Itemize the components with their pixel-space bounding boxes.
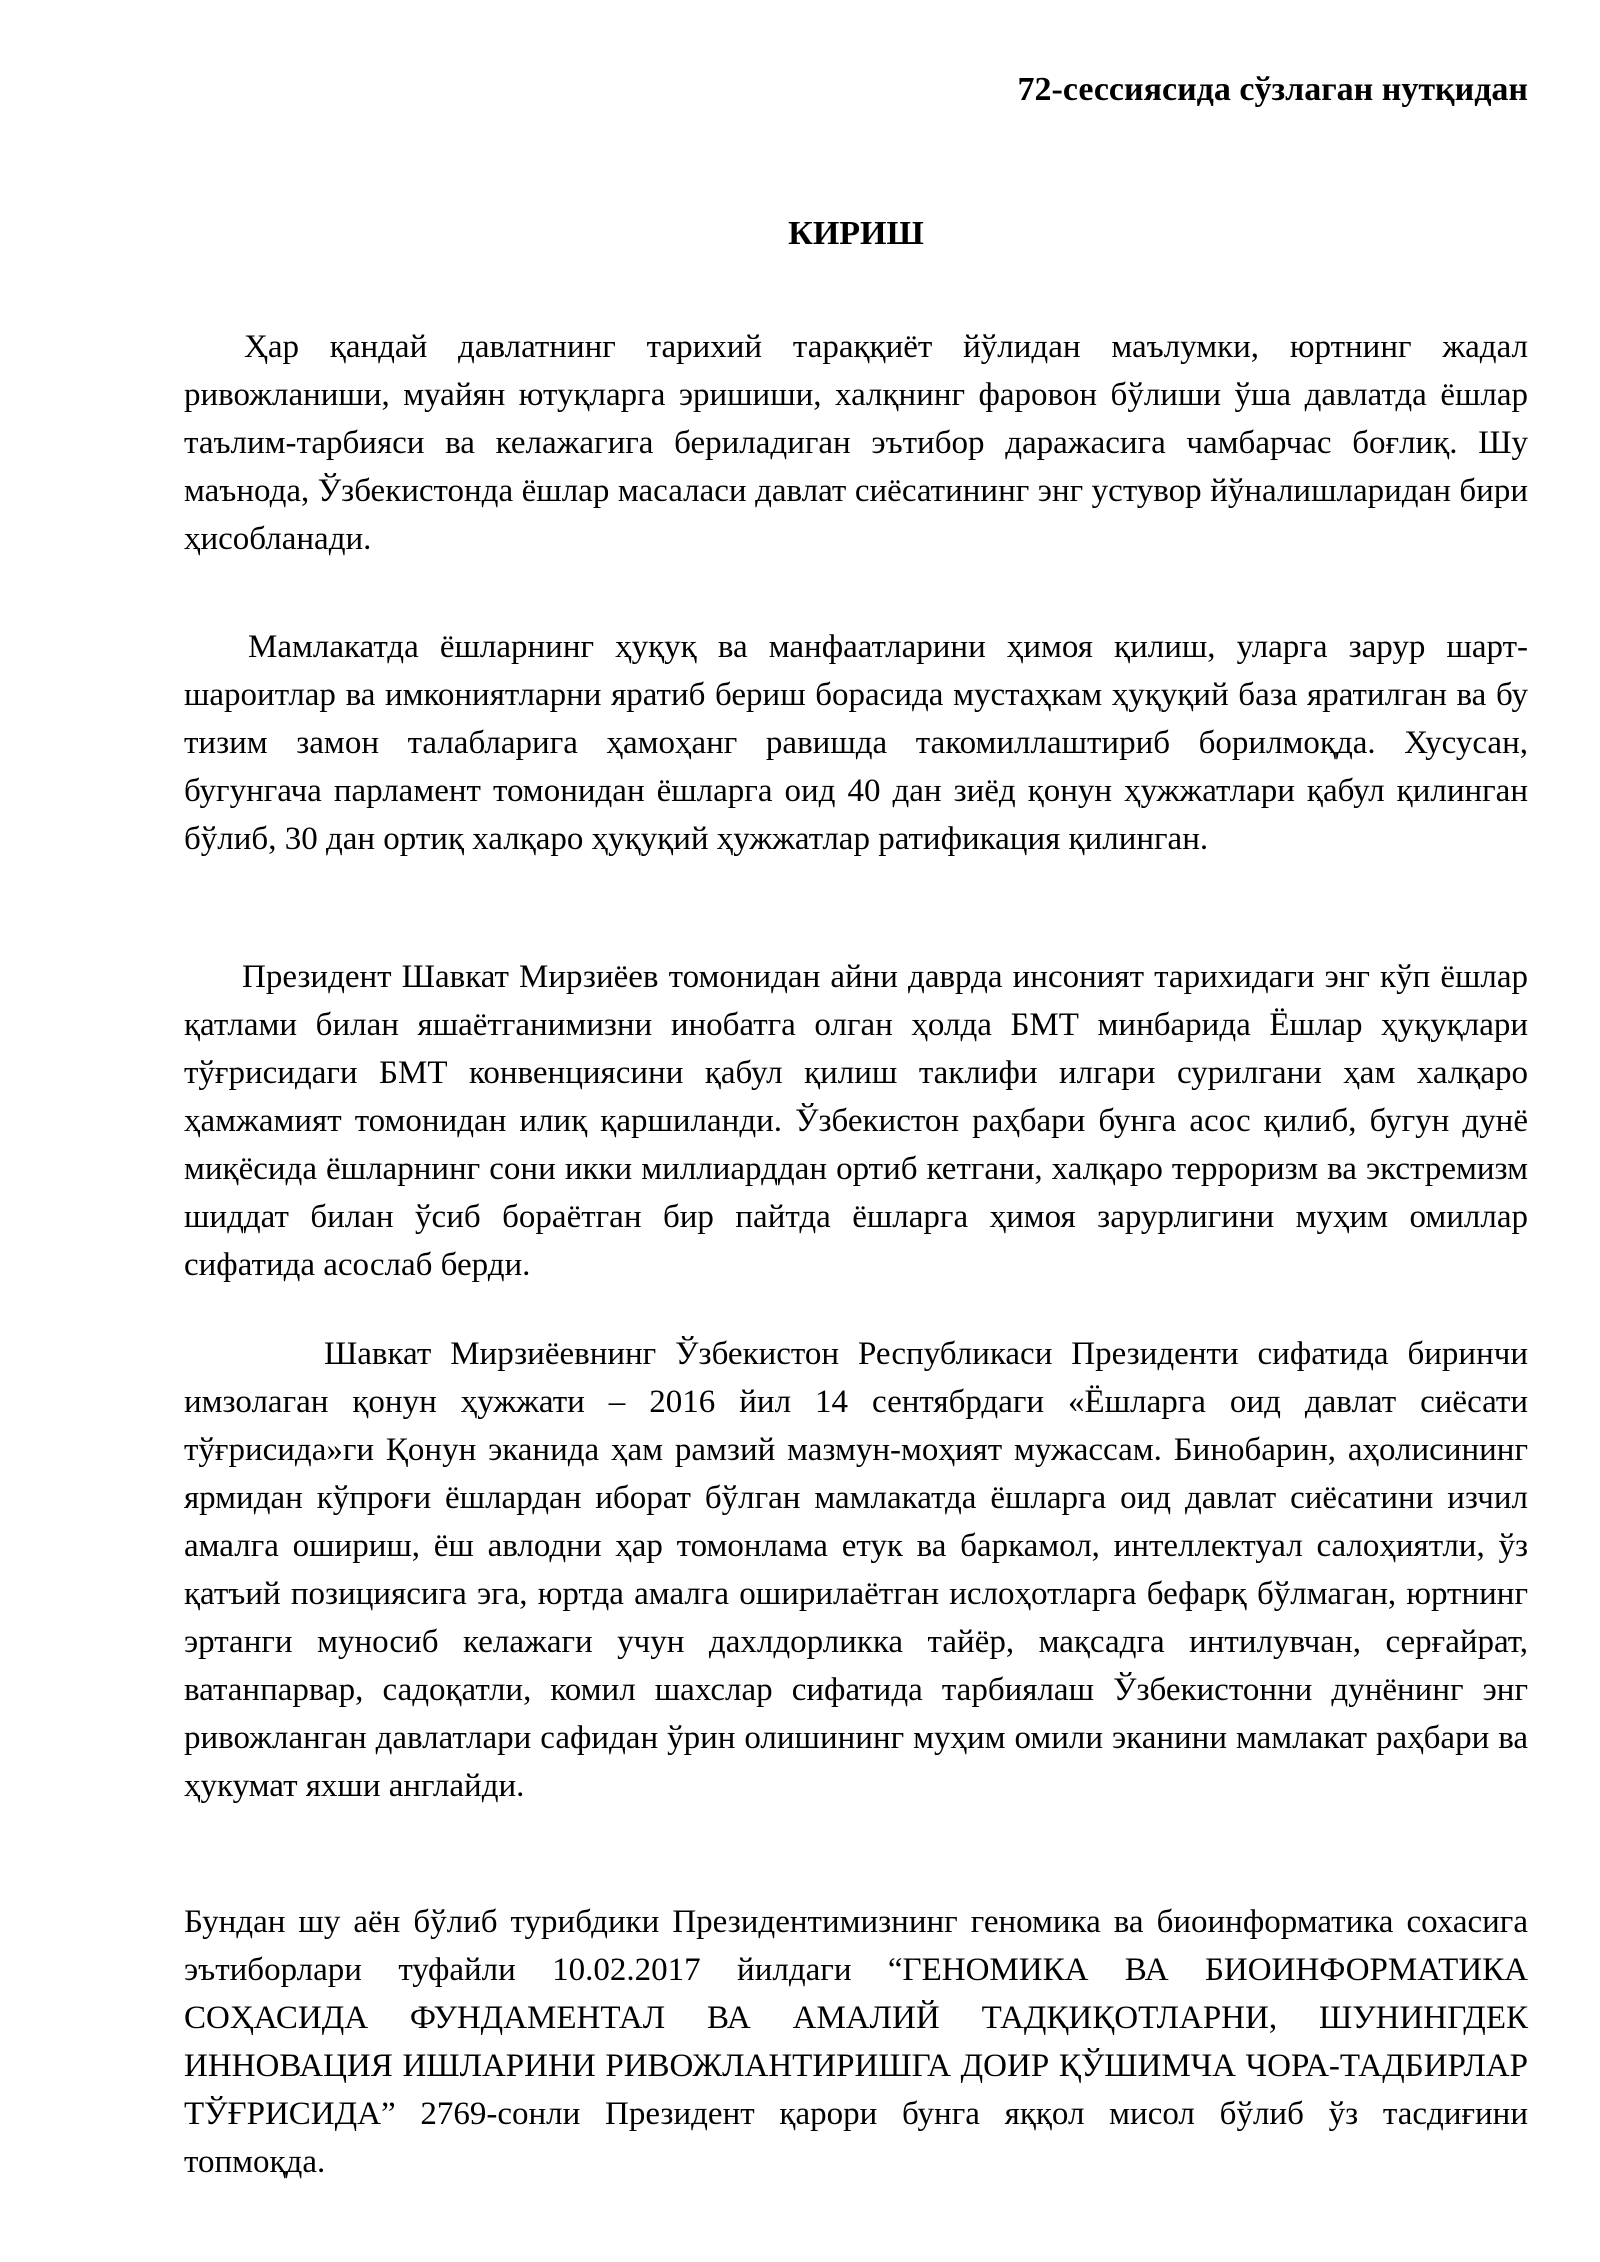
document-page xyxy=(184,0,1528,2262)
paragraph-3: Президент Шавкат Мирзиёев томонидан айни даврда инсоният тарихидаги энг кўп ёшлар қатлами билан яшаётганимизни инобатга олган ҳолда БМТ минбарида Ёшлар ҳуқуқлари тўғрисидаги БМТ конвенциясини қабул қилиш таклифи илгари сурилгани ҳам халқаро ҳамжамият томонидан илиқ қаршиланди. Ўзбекистон раҳбари бунга асос қилиб, бугун дунё миқёсида ёшларнинг сони икки миллиарддан ортиб кетгани, халқаро терроризм ва экстремизм шиддат билан ўсиб бораётган бир пайтда ёшларга ҳимоя зарурлигини муҳим омиллар сифатида асослаб берди. xyxy=(184,959,1528,1283)
section-title: КИРИШ xyxy=(788,215,924,252)
paragraph-2: Мамлакатда ёшларнинг ҳуқуқ ва манфаатларини ҳимоя қилиш, уларга зарур шарт-шароитлар ва имкониятларни яратиб бериш борасида мустаҳкам ҳуқуқий база яратилган ва бу тизим замон талабларига ҳамоҳанг равишда такомиллаштириб борилмоқда. Хусусан, бугунгача парламент томонидан ёшларга оид 40 дан зиёд қонун ҳужжатлари қабул қилинган бўлиб, 30 дан ортиқ халқаро ҳуқуқий ҳужжатлар ратификация қилинган. xyxy=(184,629,1528,857)
document-header: 72-сессиясида сўзлаган нутқидан xyxy=(1017,71,1528,108)
paragraph-5: Бундан шу аён бўлиб турибдики Президентимизнинг геномика ва биоинформатика сохасига эътиборлари туфайли 10.02.2017 йилдаги “ГЕНОМИКА ВА БИОИНФОРМАТИКА СОҲАСИДА ФУНДАМЕНТАЛ ВА АМАЛИЙ ТАДҚИҚОТЛАРНИ, ШУНИНГДЕК ИННОВАЦИЯ ИШЛАРИНИ РИВОЖЛАНТИРИШГА ДОИР ҚЎШИМЧА ЧОРА-ТАДБИРЛАР ТЎҒРИСИДА” 2769-сонли Президент қарори бунга яққол мисол бўлиб ўз тасдиғини топмоқда. xyxy=(184,1904,1528,2180)
paragraph-4: Шавкат Мирзиёевнинг Ўзбекистон Республикаси Президенти сифатида биринчи имзолаган қонун ҳужжати – 2016 йил 14 сентябрдаги «Ёшларга оид давлат сиёсати тўғрисида»ги Қонун эканида ҳам рамзий мазмун-моҳият мужассам. Бинобарин, аҳолисининг ярмидан кўпроғи ёшлардан иборат бўлган мамлакатда ёшларга оид давлат сиёсатини изчил амалга ошириш, ёш авлодни ҳар томонлама етук ва баркамол, интеллектуал салоҳиятли, ўз қатъий позициясига эга, юртда амалга оширилаётган ислоҳотларга бефарқ бўлмаган, юртнинг эртанги муносиб келажаги учун дахлдорликка тайёр, мақсадга интилувчан, серғайрат, ватанпарвар, садоқатли, комил шахслар сифатида тарбиялаш Ўзбекистонни дунёнинг энг ривожланган давлатлари сафидан ўрин олишининг муҳим омили эканини мамлакат раҳбари ва ҳукумат яхши англайди. xyxy=(184,1336,1528,1804)
paragraph-1: Ҳар қандай давлатнинг тарихий тараққиёт йўлидан маълумки, юртнинг жадал ривожланиши, муайян ютуқларга эришиши, халқнинг фаровон бўлиши ўша давлатда ёшлар таълим-тарбияси ва келажагига бериладиган эътибор даражасига чамбарчас боғлиқ. Шу маънода, Ўзбекистонда ёшлар масаласи давлат сиёсатининг энг устувор йўналишларидан бири ҳисобланади. xyxy=(184,329,1528,557)
